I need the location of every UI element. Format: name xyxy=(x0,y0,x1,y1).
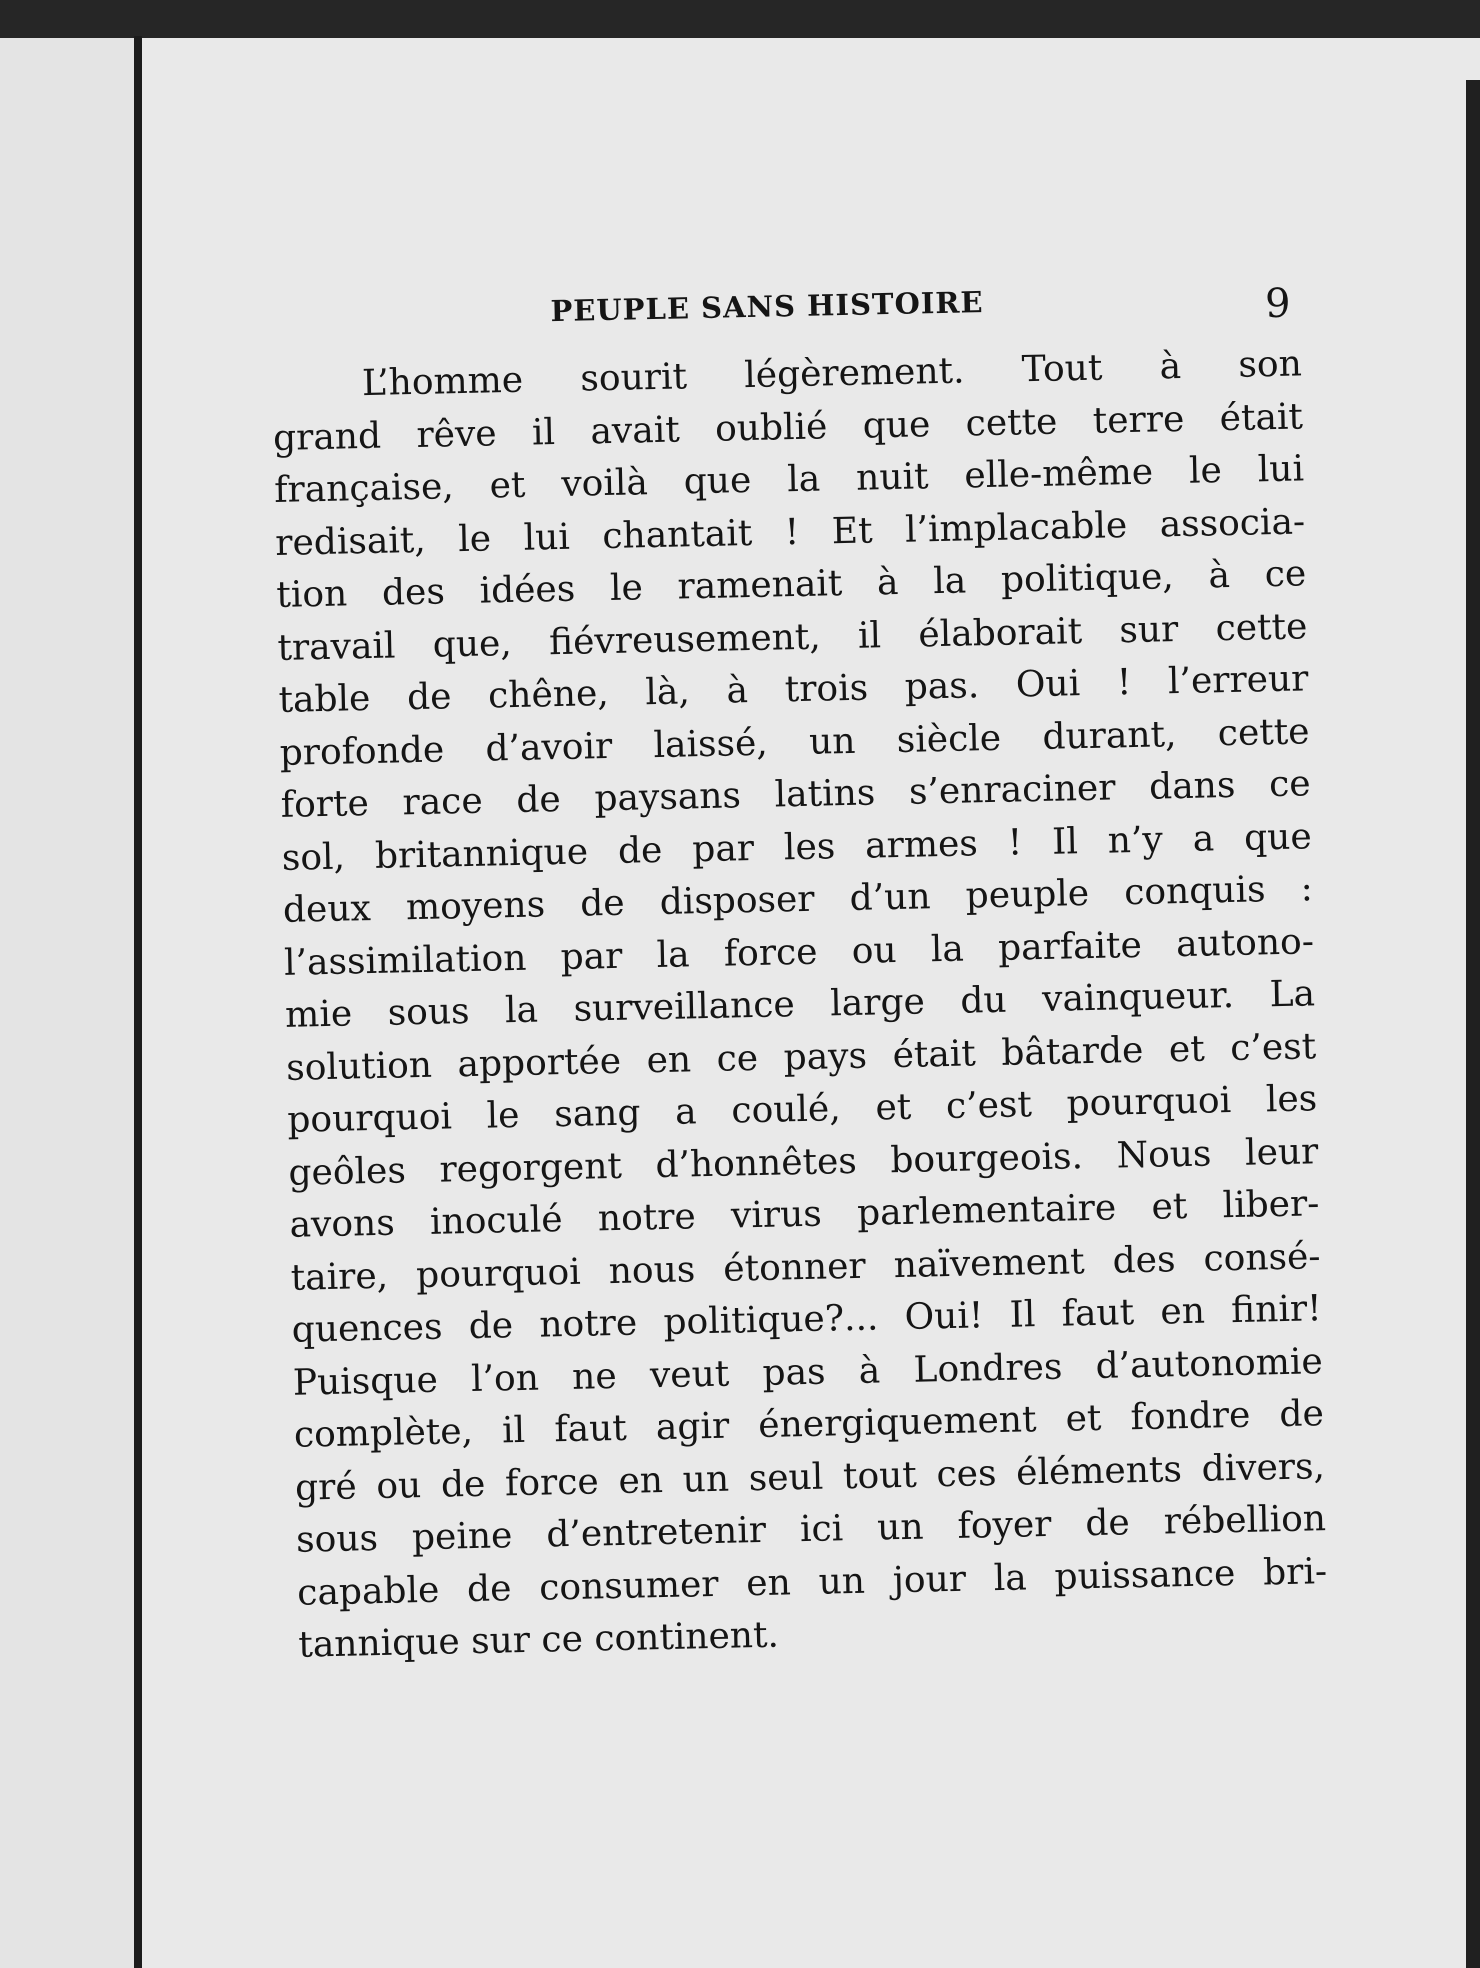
page-number: 9 xyxy=(1264,280,1291,328)
text-line: taire, pourquoi nous étonner naïvement des consé- xyxy=(290,1235,1321,1299)
page-content xyxy=(270,268,1329,1672)
text-line: geôles regorgent d’honnêtes bourgeois. Nous leur xyxy=(288,1130,1319,1194)
text-line: mie sous la surveillance large du vainqueur. La xyxy=(284,973,1316,1036)
text-line: L’homme sourit légèrement. Tout à son xyxy=(361,343,1303,405)
text-line: solution apportée en ce pays était bâtarde et c’est xyxy=(285,1025,1317,1089)
page-gutter xyxy=(134,36,142,1968)
text-line: pourquoi le sang a coulé, et c’est pourquoi les xyxy=(286,1078,1318,1141)
text-line: grand rêve il avait oublié que cette terre était xyxy=(272,395,1304,459)
text-line: Puisque l’on ne veut pas à Londres d’autonomie xyxy=(292,1340,1324,1404)
text-line: sous peine d’entretenir ici un foyer de rébellion xyxy=(295,1498,1327,1561)
text-line: complète, il faut agir énergiquement et fondre de xyxy=(293,1393,1325,1456)
text-line: sol, britannique de par les armes ! Il n’y a que xyxy=(281,815,1313,879)
text-line: quences de notre politique?... Oui! Il faut en finir! xyxy=(291,1288,1322,1351)
body-paragraph xyxy=(271,338,1328,1672)
text-line: gré ou de force en un seul tout ces éléments divers, xyxy=(294,1445,1326,1509)
text-line: tannique sur ce continent. xyxy=(297,1614,780,1666)
scan-border-right xyxy=(1466,80,1480,1968)
text-line: tion des idées le ramenait à la politique, à ce xyxy=(275,553,1307,616)
text-line: avons inoculé notre virus parlementaire et liber- xyxy=(289,1183,1320,1246)
text-line: table de chêne, là, à trois pas. Oui ! l’erreur xyxy=(278,658,1309,721)
text-line: travail que, fiévreusement, il élaborait sur cette xyxy=(277,605,1308,669)
text-line: deux moyens de disposer d’un peuple conquis : xyxy=(282,868,1314,931)
text-line: l’assimilation par la force ou la parfaite autono- xyxy=(283,920,1315,984)
text-line: profonde d’avoir laissé, un siècle durant, cette xyxy=(279,710,1310,774)
text-line: redisait, le lui chantait ! Et l’implacable associa- xyxy=(274,500,1306,564)
text-line: capable de consumer en un jour la puissance bri- xyxy=(296,1550,1328,1614)
text-line: forte race de paysans latins s’enraciner dans ce xyxy=(280,763,1311,826)
running-head-title: PEUPLE SANS HISTOIRE xyxy=(550,285,984,329)
left-page-edge xyxy=(0,38,140,1968)
text-line: française, et voilà que la nuit elle-même le lui xyxy=(273,448,1305,511)
